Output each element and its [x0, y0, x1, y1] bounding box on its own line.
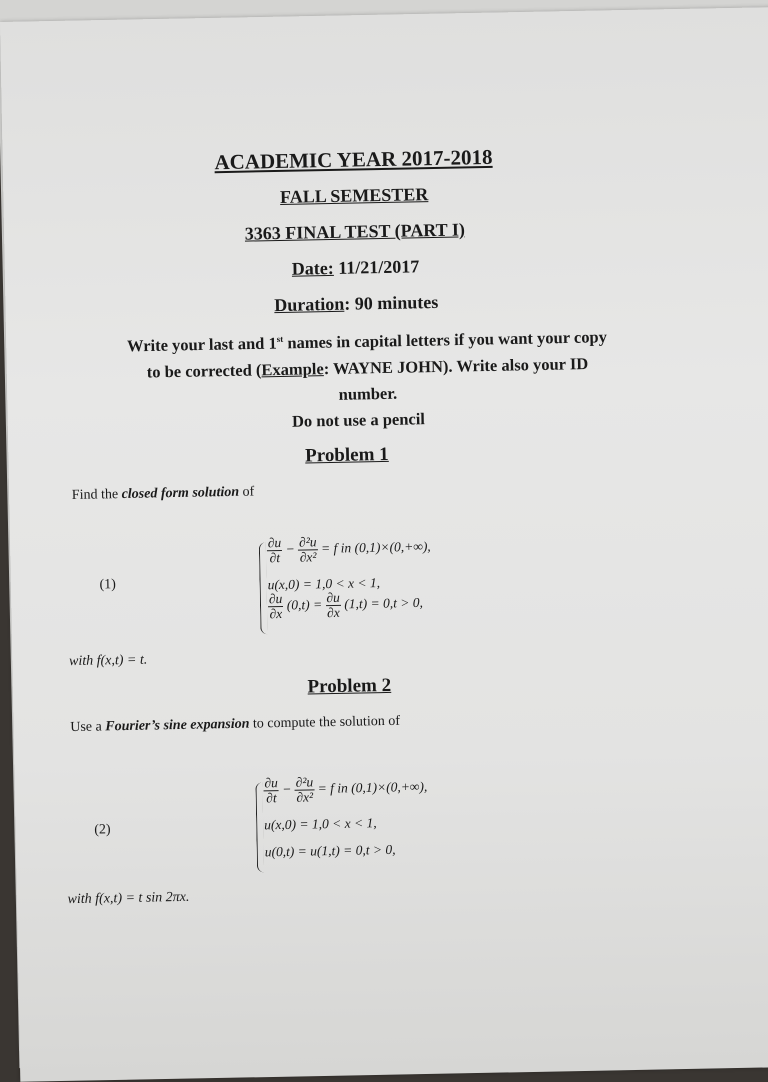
problem2-intro: Use a Fourier’s sine expansion to compute the solution of — [70, 713, 401, 736]
problem2-boundary-condition: u(0,t) = u(1,t) = 0,t > 0, — [264, 841, 396, 860]
problem2-title: Problem 2 — [307, 674, 392, 698]
problem1-intro: Find the closed form solution of — [71, 484, 255, 503]
equation2-number: (2) — [94, 822, 111, 838]
problem2-initial-condition: u(x,0) = 1,0 < x < 1, — [264, 815, 377, 833]
problem2-pde: $\frac{\partial u}{\partial t}$ − $\frac{\text{∂²u}}{\text{∂x²}}$ = f in (0,1)×(0,+∞), — [264, 774, 428, 806]
problem1-pde: $\frac{\partial u}{\partial t}$ − $\frac{\text{∂²u}}{\text{∂x²}}$ = f in (0,1)×(0,+∞), — [267, 534, 431, 566]
problem1-initial-condition: u(x,0) = 1,0 < x < 1, — [267, 575, 381, 593]
problem1-boundary-condition: $\frac{\partial u}{\partial x}$ (0,t) = $\frac{\partial u}{\partial x}$ (1,t) = 0,t > 0, — [268, 589, 424, 622]
academic-year-title: ACADEMIC YEAR 2017-2018 — [214, 144, 493, 175]
problem1-source-term: with f(x,t) = t. — [68, 652, 148, 670]
equation1-number: (1) — [99, 577, 117, 593]
problem2-source-term: with f(x,t) = t sin 2πx. — [67, 889, 190, 908]
instructions-paragraph: Write your last and 1st names in capital letters if you want your copy to be corrected (Example: WAYNE JOHN). Write also your ID number. — [126, 327, 608, 404]
pencil-note: Do not use a pencil — [291, 409, 426, 431]
date-line: Date: 11/21/2017 — [291, 256, 420, 279]
semester-heading: FALL SEMESTER — [279, 184, 429, 207]
problem1-title: Problem 1 — [304, 443, 389, 467]
duration-line: Duration: 90 minutes — [274, 291, 439, 316]
test-heading: 3363 FINAL TEST (PART I) — [244, 219, 466, 244]
